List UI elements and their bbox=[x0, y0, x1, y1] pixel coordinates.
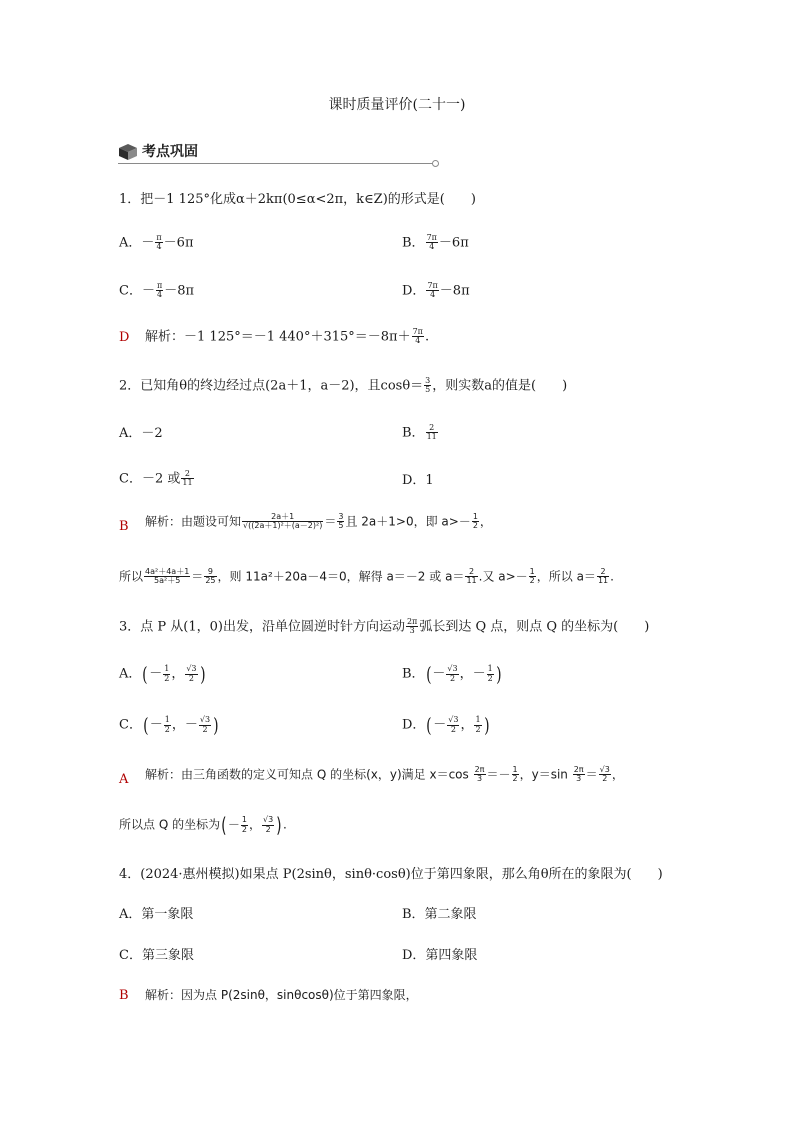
section-divider bbox=[118, 163, 434, 164]
q3-option-d: D．(－ $\frac{√3}{2}$ ， $\frac{1}{2}$ ) bbox=[402, 713, 490, 737]
q3-stem: 3．点 P 从(1，0)出发，沿单位圆逆时针方向运动 $\frac{2\pi}{3}$ 弧长到达 Q 点，则点 Q 的坐标为( ) bbox=[119, 617, 650, 636]
q2-option-c: C．－2 或 $\frac{2}{11}$ bbox=[119, 469, 193, 488]
q4-option-d: D．第四象限 bbox=[402, 948, 478, 963]
q2-analysis-line2: 所以 $\frac{\text{4a²＋4a＋1}}{\text{5a²＋5}}$ ＝ $\frac{9}{25}$ ，则 11a²＋20a－4＝0，解得 a＝－2 或 a＝ $\frac{2}{11}$ .又 a>－ $\frac{1}{2}$ ，所以 a＝ $\frac{2}{11}$ . bbox=[119, 567, 614, 586]
q2-option-b: B． $\frac{2}{11}$ bbox=[402, 423, 437, 442]
q1-stem: 1．把－1 125°化成α＋2kπ(0≤α<2π，k∈Z)的形式是( ) bbox=[119, 192, 476, 207]
section-divider-dot bbox=[432, 160, 439, 167]
q2-analysis-line1: 解析：由题设可知 $\frac{2a+1}{\text{√((2a＋1)²＋(a－2)²)}}$ ＝ $\frac{3}{5}$ 且 2a＋1>0，即 a>－ $\frac{1}{2}$ ， bbox=[145, 512, 492, 531]
page-title: 课时质量评价(二十一) bbox=[328, 97, 466, 113]
q1-option-a: A．－ $\frac{\pi}{4}$ －6π bbox=[119, 233, 194, 252]
q1-option-d: D． $\frac{7\pi}{4}$ －8π bbox=[402, 281, 470, 300]
q3-analysis-line1: 解析：由三角函数的定义可知点 Q 的坐标(x，y)满足 x＝cos $\frac{2\pi}{3}$ ＝－ $\frac{1}{2}$ ，y＝sin $\frac{2\pi}{3}$ ＝ $\frac{√3}{2}$ ， bbox=[145, 765, 624, 784]
q2-option-a: A．－2 bbox=[119, 426, 163, 441]
q1-analysis: 解析：－1 125°＝－1 440°＋315°＝－8π＋ $\frac{7\pi}{4}$ . bbox=[145, 327, 430, 346]
q1-answer: D bbox=[119, 330, 130, 345]
cube-icon bbox=[118, 143, 138, 161]
q2-stem: 2．已知角θ的终边经过点(2a＋1，a－2)，且cosθ＝ $\frac{3}{5}$ ，则实数a的值是( ) bbox=[119, 376, 568, 395]
q3-option-c: C．(－ $\frac{1}{2}$ ，－ $\frac{√3}{2}$ ) bbox=[119, 713, 219, 737]
q3-answer: A bbox=[119, 772, 129, 787]
q4-stem: 4．(2024·惠州模拟)如果点 P(2sinθ，sinθ·cosθ)位于第四象限，那么角θ所在的象限为( ) bbox=[119, 867, 663, 882]
q1-option-b: B． $\frac{7\pi}{4}$ －6π bbox=[402, 233, 469, 252]
q3-option-b: B．(－ $\frac{√3}{2}$ ，－ $\frac{1}{2}$ ) bbox=[402, 662, 502, 686]
q4-option-a: A．第一象限 bbox=[119, 907, 194, 922]
q4-answer: B bbox=[119, 988, 129, 1003]
section-title: 考点巩固 bbox=[142, 144, 198, 160]
q4-analysis: 解析：因为点 P(2sinθ，sinθcosθ)位于第四象限， bbox=[145, 988, 418, 1002]
q2-answer: B bbox=[119, 519, 129, 534]
q4-option-c: C．第三象限 bbox=[119, 948, 194, 963]
q3-analysis-line2: 所以点 Q 的坐标为(－ $\frac{1}{2}$ ， $\frac{√3}{2}$ ). bbox=[119, 813, 287, 837]
q3-option-a: A．(－ $\frac{1}{2}$ ， $\frac{√3}{2}$ ) bbox=[119, 662, 206, 686]
q2-option-d: D．1 bbox=[402, 473, 434, 488]
q4-option-b: B．第二象限 bbox=[402, 907, 477, 922]
q1-option-c: C．－ $\frac{\pi}{4}$ －8π bbox=[119, 281, 195, 300]
